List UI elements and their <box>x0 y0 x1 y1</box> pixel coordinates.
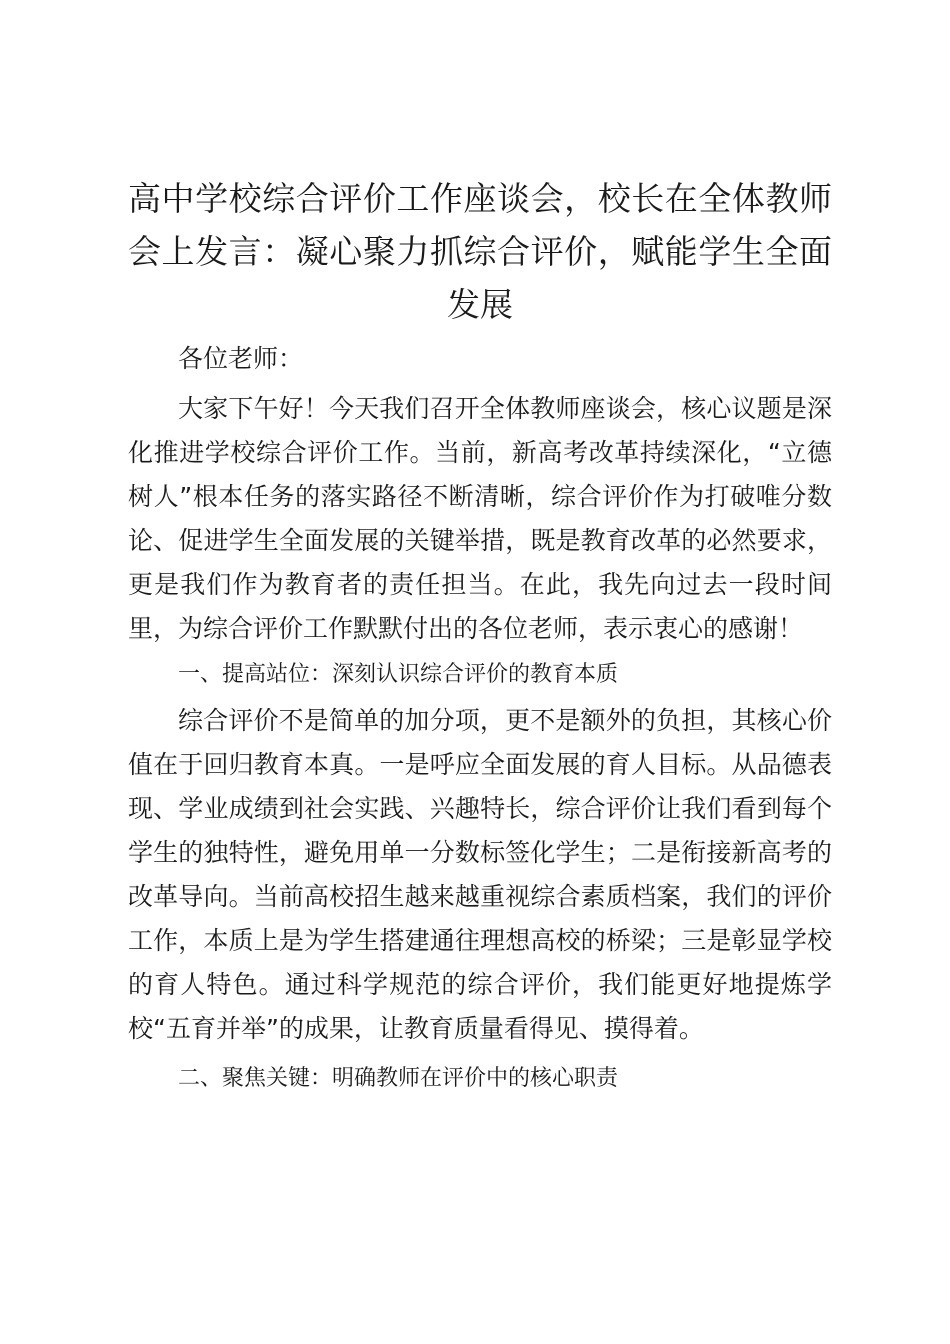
document-page <box>128 172 832 1101</box>
section-heading-2: 二、聚焦关键：明确教师在评价中的核心职责 <box>178 1066 619 1091</box>
section-heading-1: 一、提高站位：深刻认识综合评价的教育本质 <box>178 662 619 687</box>
paragraph-section-1: 综合评价不是简单的加分项，更不是额外的负担，其核心价值在于回归教育本真。一是呼应全面发展的育人目标。从品德表现、学业成绩到社会实践、兴趣特长，综合评价让我们看到每个学生的独特性，避免用单一分数标签化学生；二是衔接新高考的改革导向。当前高校招生越来越重视综合素质档案，我们的评价工作，本质上是为学生搭建通往理想高校的桥梁；三是彰显学校的育人特色。通过科学规范的综合评价，我们能更好地提炼学校“五育并举”的成果，让教育质量看得见、摸得着。 <box>128 706 832 1043</box>
document-title: 高中学校综合评价工作座谈会，校长在全体教师会上发言：凝心聚力抓综合评价，赋能学生全面发展 <box>128 179 832 324</box>
salutation: 各位老师： <box>178 344 304 373</box>
paragraph-intro: 大家下午好！今天我们召开全体教师座谈会，核心议题是深化推进学校综合评价工作。当前，新高考改革持续深化，“立德树人”根本任务的落实路径不断清晰，综合评价作为打破唯分数论、促进学生全面发展的关键举措，既是教育改革的必然要求，更是我们作为教育者的责任担当。在此，我先向过去一段时间里，为综合评价工作默默付出的各位老师，表示衷心的感谢！ <box>128 394 832 643</box>
